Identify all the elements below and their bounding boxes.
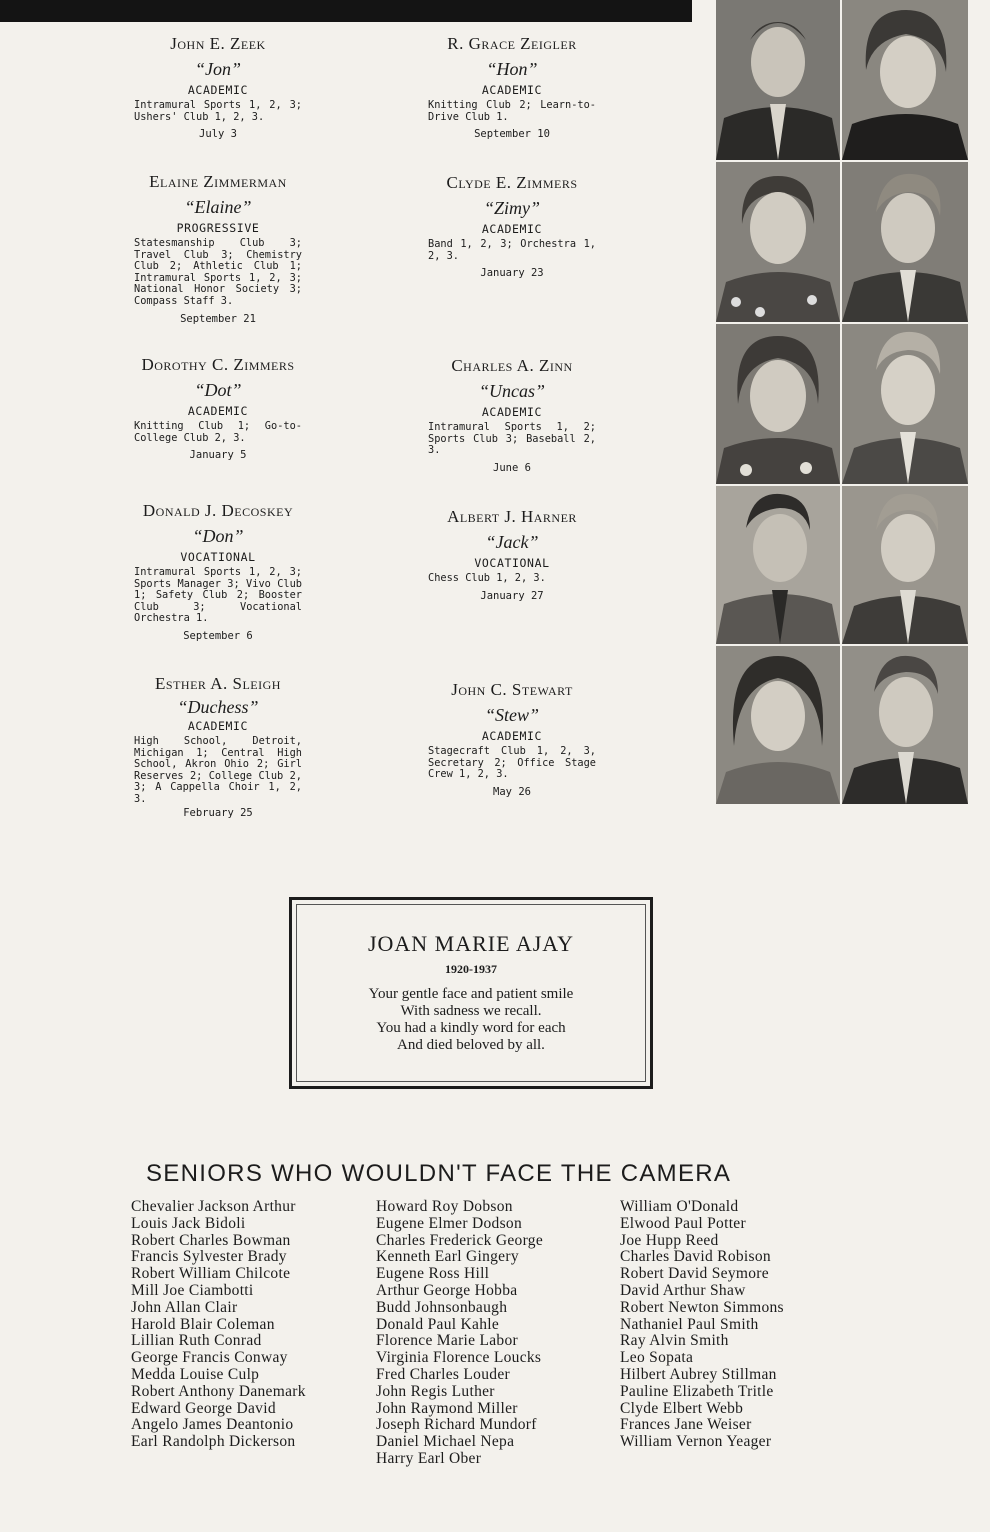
absent-name: Robert David Seymore: [620, 1265, 769, 1283]
student-birthday: January 5: [189, 449, 247, 462]
student-nickname: “Don”: [192, 526, 244, 546]
absent-name: Frances Jane Weiser: [620, 1416, 752, 1434]
absent-name: Eugene Ross Hill: [376, 1265, 490, 1283]
student-portrait-photo: [842, 646, 968, 804]
student-portrait-photo: [716, 324, 840, 484]
student-activities: Intramural Sports 1, 2, 3; Ushers' Club 1, 2, 3.: [134, 99, 302, 123]
student-portrait-photo: [716, 486, 840, 644]
absent-name: Ray Alvin Smith: [620, 1332, 729, 1350]
student-birthday: September 6: [183, 629, 253, 642]
student-activities: Intramural Sports 1, 2, 3; Sports Manager 3; Vivo Club 1; Safety Club 2; Booster Club 3; Vocational Orchestra 1.: [134, 566, 302, 625]
absent-name: Fred Charles Louder: [376, 1365, 510, 1383]
student-birthday: September 21: [180, 312, 256, 325]
absent-name: David Arthur Shaw: [620, 1281, 746, 1299]
poem-line: With sadness we recall.: [400, 1003, 542, 1019]
absent-name: Elwood Paul Potter: [620, 1214, 746, 1232]
student-name: Clyde E. Zimmers: [446, 173, 578, 192]
student-name: R. Grace Zeigler: [447, 34, 577, 53]
absent-seniors-title: SENIORS WHO WOULDN'T FACE THE CAMERA: [146, 1160, 732, 1187]
student-portrait-photo: [716, 646, 840, 804]
student-activities: Knitting Club 2; Learn-to-Drive Club 1.: [428, 99, 596, 123]
absent-name: Harold Blair Coleman: [131, 1315, 275, 1333]
absent-name: Joseph Richard Mundorf: [376, 1416, 537, 1434]
absent-names-column: [620, 1199, 784, 1451]
student-portrait-photo: [842, 162, 968, 322]
student-nickname: “Elaine”: [184, 197, 252, 217]
absent-names-column: [131, 1199, 306, 1451]
absent-name: Robert William Chilcote: [131, 1265, 291, 1283]
absent-name: William Vernon Yeager: [620, 1433, 772, 1451]
absent-name: Robert Charles Bowman: [131, 1231, 291, 1249]
absent-name: Kenneth Earl Gingery: [376, 1248, 519, 1266]
student-name: Charles A. Zinn: [451, 356, 573, 375]
absent-name: William O'Donald: [620, 1198, 739, 1215]
student-birthday: May 26: [493, 785, 531, 798]
absent-name: John Regis Luther: [376, 1382, 495, 1400]
student-name: Donald J. Decoskey: [142, 501, 294, 520]
absent-name: Arthur George Hobba: [376, 1281, 518, 1299]
student-course: ACADEMIC: [481, 83, 543, 97]
student-activities: Knitting Club 1; Go-to-College Club 2, 3.: [134, 420, 302, 444]
student-nickname: “Jon”: [194, 59, 241, 79]
student-entry: [412, 679, 612, 799]
student-nickname: “Duchess”: [177, 697, 259, 717]
student-entry: [412, 355, 612, 475]
student-portrait-photo: [716, 162, 840, 322]
student-nickname: “Uncas”: [478, 381, 545, 401]
student-portrait-photo: [842, 486, 968, 644]
absent-name: Angelo James Deantonio: [131, 1416, 294, 1434]
student-name: John C. Stewart: [451, 680, 573, 699]
absent-name: Hilbert Aubrey Stillman: [620, 1365, 777, 1383]
student-course: PROGRESSIVE: [176, 221, 260, 235]
absent-name: Daniel Michael Nepa: [376, 1433, 515, 1451]
student-birthday: September 10: [474, 128, 550, 141]
absent-name: Francis Sylvester Brady: [131, 1248, 287, 1266]
absent-name: John Allan Clair: [131, 1298, 238, 1316]
student-nickname: “Dot”: [194, 380, 242, 400]
student-birthday: July 3: [199, 128, 237, 141]
absent-name: Medda Louise Culp: [131, 1365, 260, 1383]
student-nickname: “Zimy”: [483, 198, 541, 218]
absent-name: Donald Paul Kahle: [376, 1315, 500, 1333]
student-name: Albert J. Harner: [447, 507, 577, 526]
student-birthday: June 6: [493, 461, 531, 474]
student-activities: Chess Club 1, 2, 3.: [428, 572, 546, 584]
poem-line: Your gentle face and patient smile: [368, 986, 574, 1002]
student-nickname: “Hon”: [486, 59, 538, 79]
student-course: ACADEMIC: [187, 83, 249, 97]
student-activities: High School, Detroit, Michigan 1; Central High School, Akron Ohio 2; Girl Reserves 2; College Club 2, 3; A Cappella Choir 1, 2, 3.: [134, 735, 302, 805]
student-entry: [412, 172, 612, 280]
student-entry: [118, 500, 318, 643]
student-entry: [412, 506, 612, 603]
absent-name: Charles David Robison: [620, 1248, 771, 1266]
absent-name: Leo Sopata: [620, 1349, 694, 1367]
absent-name: Chevalier Jackson Arthur: [131, 1198, 296, 1215]
student-nickname: “Jack”: [485, 532, 539, 552]
absent-name: George Francis Conway: [131, 1349, 288, 1367]
absent-name: Charles Frederick George: [376, 1231, 544, 1249]
poem-line: You had a kindly word for each: [376, 1020, 566, 1036]
student-entry: [118, 171, 318, 326]
absent-name: Pauline Elizabeth Tritle: [620, 1382, 774, 1400]
student-course: ACADEMIC: [481, 405, 543, 419]
student-portrait-photo: [716, 0, 840, 160]
absent-name: Louis Jack Bidoli: [131, 1214, 246, 1232]
student-birthday: January 27: [480, 589, 544, 602]
student-course: ACADEMIC: [187, 719, 249, 733]
student-name: Dorothy C. Zimmers: [141, 355, 295, 374]
memorial-years: 1920-1937: [445, 962, 497, 976]
absent-name: Robert Anthony Danemark: [131, 1382, 306, 1400]
absent-name: Harry Earl Ober: [376, 1449, 482, 1467]
absent-name: Lillian Ruth Conrad: [131, 1332, 262, 1350]
absent-name: Virginia Florence Loucks: [376, 1349, 542, 1367]
student-birthday: January 23: [480, 267, 544, 280]
student-name: Esther A. Sleigh: [155, 674, 281, 693]
student-name: Elaine Zimmerman: [149, 172, 287, 191]
student-entry: [412, 33, 612, 141]
absent-name: Clyde Elbert Webb: [620, 1399, 744, 1417]
absent-name: Florence Marie Labor: [376, 1332, 518, 1350]
student-course: ACADEMIC: [481, 222, 543, 236]
absent-name: Earl Randolph Dickerson: [131, 1433, 296, 1451]
student-entry: [118, 33, 318, 141]
student-portrait-photo: [842, 324, 968, 484]
absent-name: Howard Roy Dobson: [376, 1198, 513, 1215]
memorial-name: JOAN MARIE AJAY: [367, 931, 575, 956]
memorial-box: [289, 897, 653, 1089]
student-entry: [118, 354, 318, 462]
absent-name: Nathaniel Paul Smith: [620, 1315, 759, 1333]
absent-name: Edward George David: [131, 1399, 276, 1417]
student-course: ACADEMIC: [187, 404, 249, 418]
header-bar: [0, 0, 692, 22]
absent-name: Joe Hupp Reed: [620, 1231, 719, 1249]
student-course: ACADEMIC: [481, 729, 543, 743]
absent-name: John Raymond Miller: [376, 1399, 518, 1417]
poem-line: And died beloved by all.: [397, 1037, 545, 1053]
student-name: John E. Zeek: [170, 34, 266, 53]
absent-names-column: [376, 1199, 543, 1468]
absent-name: Eugene Elmer Dodson: [376, 1214, 523, 1232]
student-course: VOCATIONAL: [180, 550, 256, 564]
student-activities: Intramural Sports 1, 2; Sports Club 3; Baseball 2, 3.: [428, 421, 596, 457]
student-course: VOCATIONAL: [474, 556, 550, 570]
absent-name: Robert Newton Simmons: [620, 1298, 784, 1316]
memorial-poem: [292, 986, 650, 1054]
absent-name: Mill Joe Ciambotti: [131, 1281, 254, 1299]
absent-name: Budd Johnsonbaugh: [376, 1298, 508, 1316]
student-activities: Stagecraft Club 1, 2, 3, Secretary 2; Office Stage Crew 1, 2, 3.: [428, 745, 596, 781]
student-birthday: February 25: [183, 806, 253, 819]
student-nickname: “Stew”: [484, 705, 540, 725]
student-entry: [118, 673, 318, 820]
student-activities: Statesmanship Club 3; Travel Club 3; Chemistry Club 2; Athletic Club 1; Intramural Sports 1, 2, 3; National Honor Society 3; Compass Staff 3.: [134, 237, 302, 307]
student-portrait-photo: [842, 0, 968, 160]
student-activities: Band 1, 2, 3; Orchestra 1, 2, 3.: [428, 238, 596, 262]
